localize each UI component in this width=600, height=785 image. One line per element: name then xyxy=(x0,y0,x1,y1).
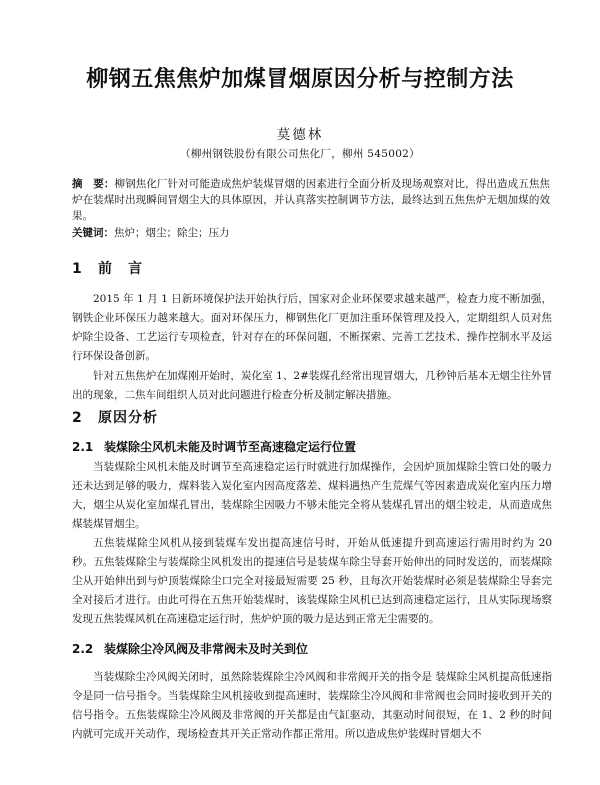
section-number: 1 xyxy=(72,261,83,277)
abstract-label: 摘 要： xyxy=(72,178,115,190)
paragraph: 当装煤除尘冷风阀关闭时，虽然除装煤除尘冷风阀和非常阀开关的指令是 装煤除尘风机提高低速指令是同一信号指令。当装煤除尘风机接收到提高速时，装煤除尘冷风阀和非常阀也会同时接收到开关的信号指令。五焦装煤除尘冷风阀及非常阀的开关都是由气缸驱动，其驱动时间很短，在 1、2 秒的时间内就可完成开关动作，现场检查其开关正常动作都正常用。所以造成焦炉装煤时冒烟大不 xyxy=(72,671,552,740)
paragraph: 针对五焦焦炉在加煤刚开始时，炭化室 1、2#装煤孔经常出现冒烟大，几秒钟后基本无烟尘往外冒出的现象，二焦车间组织人员对此问题进行检查分析及制定解决措施。 xyxy=(72,370,552,401)
keywords-label: 关键词： xyxy=(72,227,114,239)
section-heading-1 xyxy=(72,258,143,278)
keywords-text: 焦炉；烟尘；除尘；压力 xyxy=(114,227,230,239)
abstract-text: 柳钢焦化厂针对可能造成焦炉装煤冒烟的因素进行全面分析及现场观察对比，得出造成五焦焦炉在装煤时出现瞬间冒烟尘大的具体原因，并认真落实控制调节方法，最终达到五焦焦炉无烟加煤的效果。 xyxy=(72,178,550,222)
subsection-heading-2-1 xyxy=(72,438,356,455)
subsection-number: 2.2 xyxy=(72,642,94,656)
subsection-title: 装煤除尘风机未能及时调节至高速稳定运行位置 xyxy=(104,440,357,454)
author-affiliation: （柳州钢铁股份有限公司焦化厂，柳州 545002） xyxy=(180,148,420,160)
subsection-number: 2.1 xyxy=(72,440,94,454)
paragraph: 2015 年 1 月 1 日新环境保护法开始执行后，国家对企业环保要求越来越严，检查力度不断加强，钢铁企业环保压力越来越大。面对环保压力，柳钢焦化厂更加注重环保管理及投入，定期组织人员对焦炉除尘设备、工艺运行专项检查，针对存在的环保问题，不断探索、完善工艺技术、操作控制水平及运行环保设备创新。 xyxy=(72,293,552,362)
subsection-heading-2-2 xyxy=(72,640,308,657)
abstract xyxy=(72,176,550,224)
section-heading-2 xyxy=(72,407,158,427)
section-number: 2 xyxy=(72,410,83,426)
section-title: 原因分析 xyxy=(98,410,158,426)
paper-title: 柳钢五焦焦炉加煤冒烟原因分析与控制方法 xyxy=(86,67,514,92)
paragraph: 当装煤除尘风机未能及时调节至高速稳定运行时就进行加煤操作，会因炉顶加煤除尘管口处的吸力还未达到足够的吸力，煤料装入炭化室内因高度落差、煤料遇热产生荒煤气等因素造成炭化室内压力增大，烟尘从炭化室加煤孔冒出，装煤除尘因吸力不够未能完全将从装煤孔冒出的烟尘较走，从而造成焦煤装煤冒烟尘。 xyxy=(72,461,552,530)
paragraph: 五焦装煤除尘风机从接到装煤车发出提高速信号时，开始从低速提升到高速运行需用时约为 20 秒。五焦装煤除尘与装煤除尘风机发出的提速信号是装煤车除尘导套开始伸出的同时发送的，而装煤除尘从开始伸出到与炉顶装煤除尘口完全对接最短需要 25 秒，且每次开始装煤时必须是装煤除尘导套完全对接后才进行。由此可得在五焦开始装煤时，该装煤除尘风机已达到高速稳定运行，且从实际现场察发现五焦装煤风机在高速稳定运行时，焦炉炉顶的吸力是达到正常无尘需要的。 xyxy=(72,537,552,625)
section-title: 前 言 xyxy=(98,261,143,277)
subsection-title: 装煤除尘冷风阀及非常阀未及时关到位 xyxy=(104,642,309,656)
keywords xyxy=(72,225,550,241)
author-name: 莫德林 xyxy=(276,127,324,143)
